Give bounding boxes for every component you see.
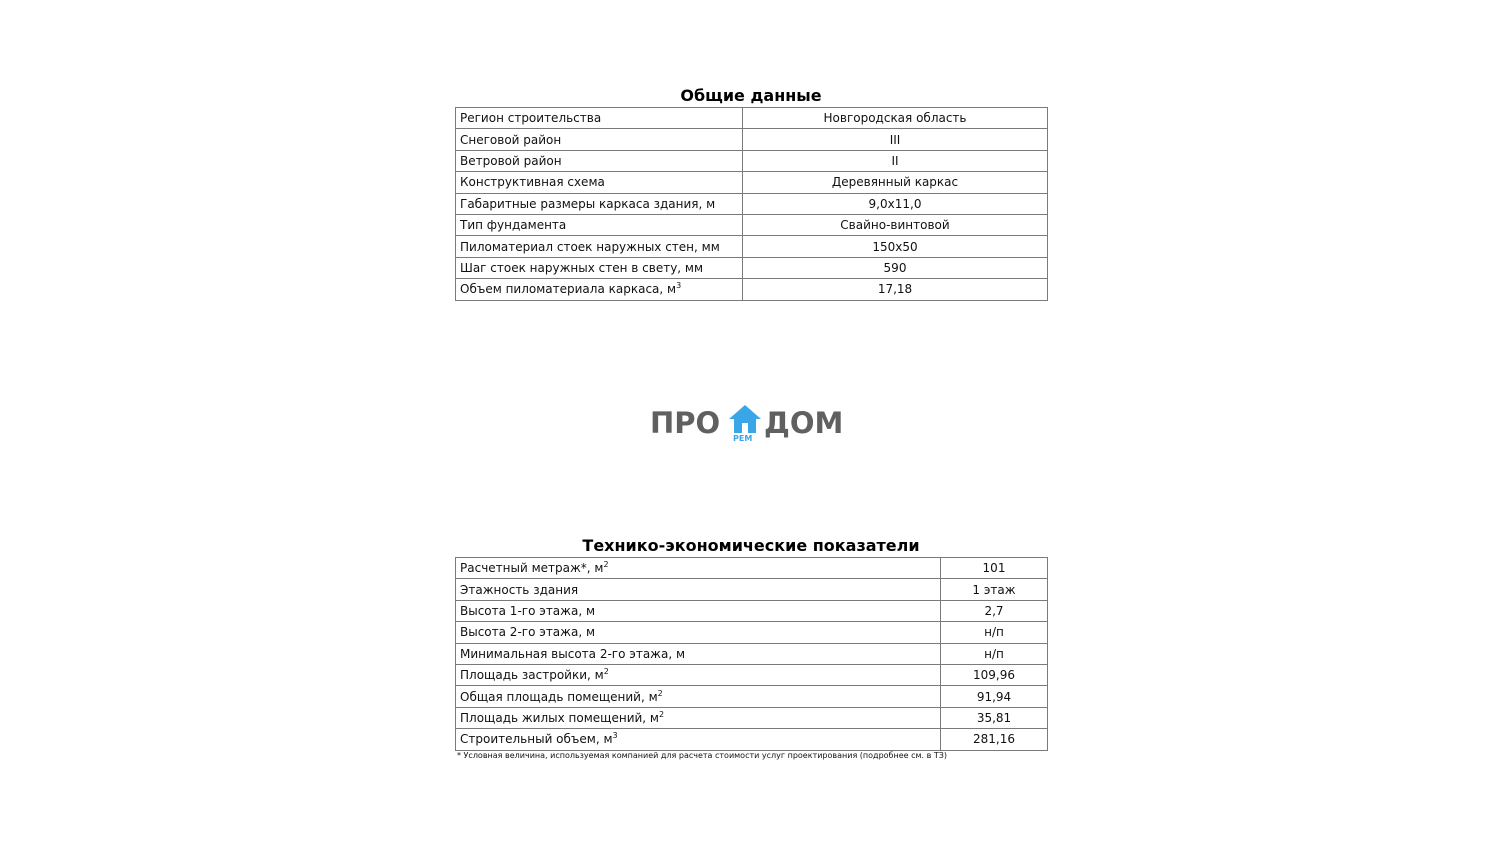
row-label: Снеговой район [456,129,743,150]
logo-word-dom: ДОМ [764,406,844,440]
row-value: Новгородская область [743,108,1048,129]
table-row [456,236,1048,257]
row-label: Высота 2-го этажа, м [456,622,941,643]
row-value: 1 этаж [941,579,1048,600]
row-label: Минимальная высота 2-го этажа, м [456,643,941,664]
table-row [456,172,1048,193]
row-label: Объем пиломатериала каркаса, $м^3$ [456,279,743,300]
table-row [456,558,1048,579]
row-value: 35,81 [941,707,1048,728]
row-value: 91,94 [941,686,1048,707]
row-value: Деревянный каркас [743,172,1048,193]
table-row [456,600,1048,621]
tep-table [455,557,1048,751]
table-row [456,664,1048,685]
general-data-title: Общие данные [680,86,822,105]
table-row [456,579,1048,600]
tep-title: Технико-экономические показатели [582,536,920,555]
row-label: Ветровой район [456,150,743,171]
row-value: Свайно-винтовой [743,214,1048,235]
table-row [456,150,1048,171]
table-row [456,193,1048,214]
row-label: Пиломатериал стоек наружных стен, мм [456,236,743,257]
row-label: Этажность здания [456,579,941,600]
row-label: Высота 1-го этажа, м [456,600,941,621]
row-value: III [743,129,1048,150]
row-value: 281,16 [941,729,1048,750]
row-label: Расчетный метраж*, $м^2$ [456,558,941,579]
general-data-table [455,107,1048,301]
table-row [456,729,1048,750]
row-label: Строительный объем, $м^3$ [456,729,941,750]
row-label: Площадь жилых помещений, $м^2$ [456,707,941,728]
row-label: Общая площадь помещений, $м^2$ [456,686,941,707]
row-value: 150х50 [743,236,1048,257]
table-row [456,214,1048,235]
row-value: н/п [941,643,1048,664]
row-label: Тип фундамента [456,214,743,235]
table-row [456,279,1048,300]
company-logo [648,402,852,448]
row-value: 17,18 [743,279,1048,300]
row-label: Габаритные размеры каркаса здания, м [456,193,743,214]
house-icon [728,404,762,434]
table-row [456,257,1048,278]
row-label: Площадь застройки, $м^2$ [456,664,941,685]
table-row [456,622,1048,643]
table-row [456,686,1048,707]
row-value: 2,7 [941,600,1048,621]
logo-subtext: РЕМ [733,434,753,443]
row-value: 101 [941,558,1048,579]
row-value: 9,0х11,0 [743,193,1048,214]
row-value: 590 [743,257,1048,278]
row-label: Шаг стоек наружных стен в свету, мм [456,257,743,278]
row-value: II [743,150,1048,171]
footnote: * Условная величина, используемая компанией для расчета стоимости услуг проектирования (подробнее см. в ТЗ) [457,751,948,760]
row-value: 109,96 [941,664,1048,685]
logo-word-pro: ПРО [650,406,721,440]
table-row [456,108,1048,129]
table-row [456,643,1048,664]
row-label: Конструктивная схема [456,172,743,193]
row-value: н/п [941,622,1048,643]
table-row [456,129,1048,150]
row-label: Регион строительства [456,108,743,129]
table-row [456,707,1048,728]
